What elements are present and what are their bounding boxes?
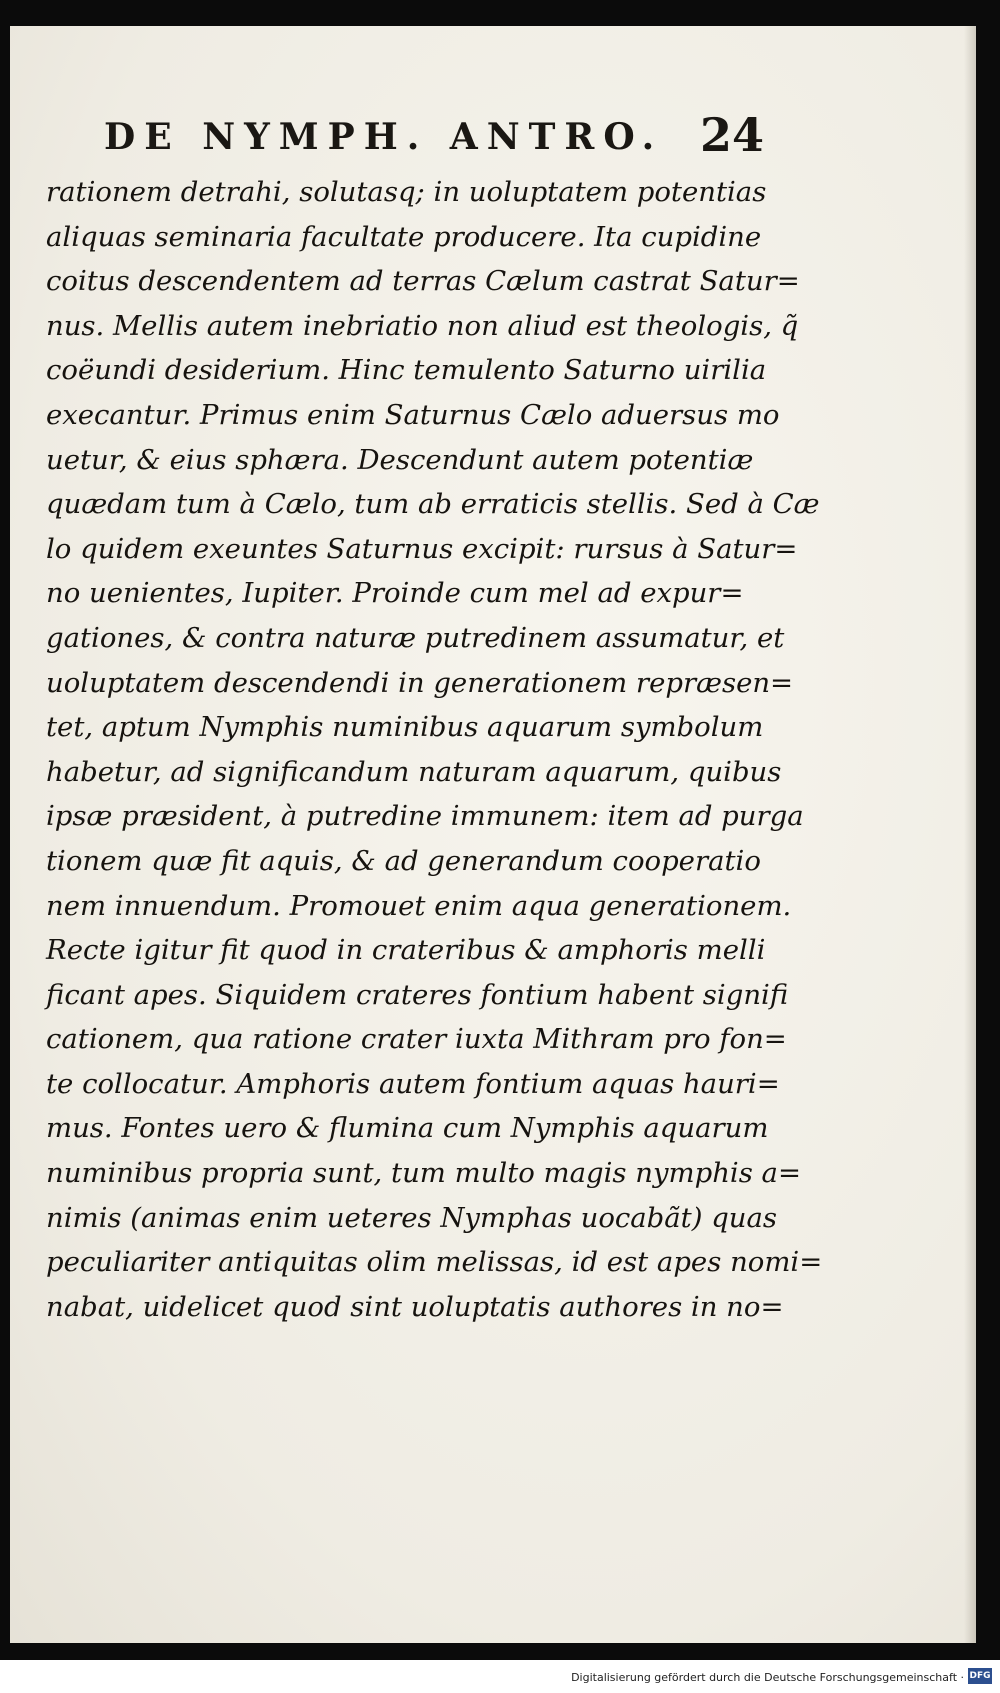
text-line: rationem detrahi, solutasq; in uoluptatem potentias [46,176,767,208]
body-text [46,170,823,1329]
text-line: no uenientes, Iupiter. Proinde cum mel ad expur= [46,577,744,610]
dfg-logo[interactable]: DFG [968,1668,992,1684]
running-head [104,108,764,164]
running-title: DE NYMPH. ANTRO. [104,116,664,158]
text-line: quædam tum à Cælo, tum ab erraticis stellis. Sed à Cæ [46,488,820,521]
text-line: execantur. Primus enim Saturnus Cælo aduersus mo [46,398,780,431]
text-line: nem innuendum. Promouet enim aqua generationem. [46,889,792,922]
text-line: coëundi desiderium. Hinc temulento Saturno uirilia [46,354,767,387]
page-edge-shadow [964,26,976,1643]
text-line: nus. Mellis autem inebriatio non aliud est theologis, q̃ [46,309,799,342]
text-line: Recte igitur fit quod in crateribus & amphoris melli [46,934,766,967]
text-line: tet, aptum Nymphis numinibus aquarum symbolum [46,711,764,744]
page-number: 24 [699,108,764,162]
text-line: uetur, & eius sphæra. Descendunt autem potentiæ [46,443,754,476]
text-line: lo quidem exeuntes Saturnus excipit: rursus à Satur= [46,532,798,565]
text-line: numinibus propria sunt, tum multo magis nymphis a= [46,1157,801,1190]
text-line: gationes, & contra naturæ putredinem assumatur, et [46,621,785,654]
text-line: te collocatur. Amphoris autem fontium aquas hauri= [46,1067,780,1100]
text-line: uoluptatem descendendi in generationem repræsen= [46,666,794,699]
text-line: nabat, uidelicet quod sint uoluptatis authores in no= [46,1290,784,1323]
text-line: ficant apes. Siquidem crateres fontium habent signifi [46,978,789,1011]
text-line: nimis (animas enim ueteres Nymphas uocabãt) quas [46,1201,778,1234]
digitization-credit: Digitalisierung gefördert durch die Deutsche Forschungsgemeinschaft · [571,1671,964,1684]
text-line: aliquas seminaria facultate producere. Ita cupidine [46,220,762,253]
text-line: mus. Fontes uero & flumina cum Nymphis aquarum [46,1112,769,1145]
text-line: habetur, ad significandum naturam aquarum, quibus [46,755,782,788]
text-line: peculiariter antiquitas olim melissas, id est apes nomi= [46,1246,823,1279]
text-line: ipsæ præsident, à putredine immunem: item ad purga [46,800,804,833]
footer-bar [0,1660,1000,1693]
text-line: coitus descendentem ad terras Cælum castrat Satur= [46,265,800,298]
text-line: tionem quæ fit aquis, & ad generandum cooperatio [46,844,761,877]
text-line: cationem, qua ratione crater iuxta Mithram pro fon= [46,1023,787,1056]
